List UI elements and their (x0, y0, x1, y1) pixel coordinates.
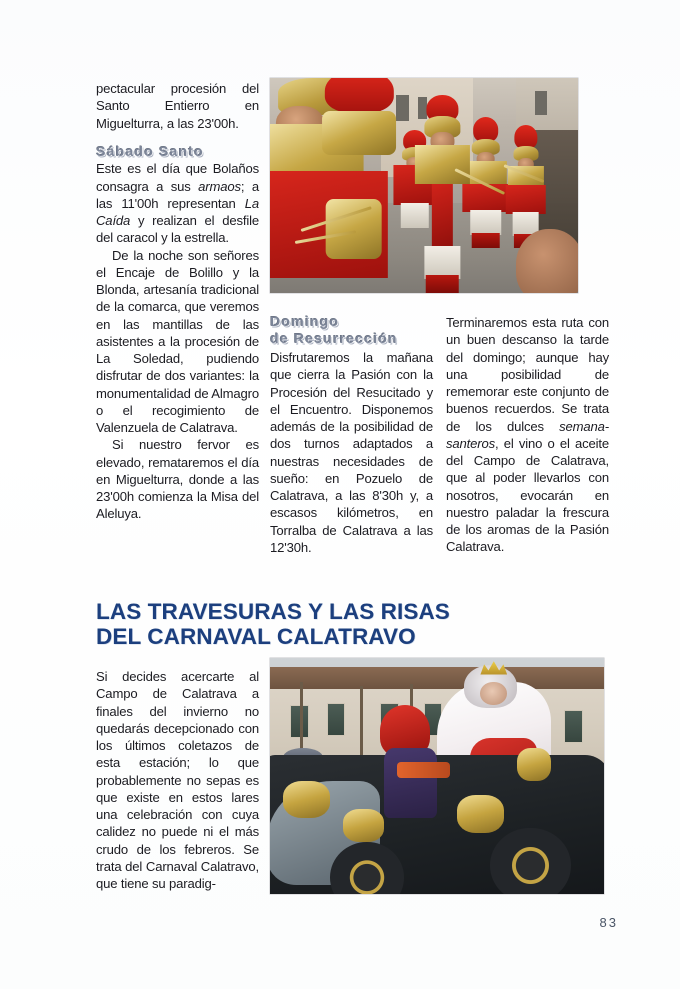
subheading-domingo-line1: Domingo (270, 314, 340, 330)
subheading-domingo-line2: de Resurrección (270, 330, 398, 347)
column-one (96, 80, 259, 523)
carnival-intro-paragraph: Si decides acercarte al Campo de Calatrava a finales del invierno no quedarás decepcionado con los últimos coletazos de esta estación; lo que probablemente no sepas es que existe en estos lares una celebración con cuya calidez no puede ni el más crudo de los febreros. Se trata del Carnaval Calatravo, que tiene su paradig- (96, 669, 259, 891)
column-three (446, 314, 609, 556)
col3-paragraph-1: Terminaremos esta ruta con un buen descanso la tarde del domingo; aunque hay una posibilidad de rememorar este conjunto de buenos recuerdos. Se trata de los dulces semana-santeros, el vino o el aceite del Campo de Calatrava, que al poder llevarlos con nosotros, evocarán en nuestro paladar la frescura de los aromas de la Pasión Calatrava. (446, 315, 609, 555)
col1-paragraph-2: De la noche son señores el Encaje de Bolillo y la Blonda, artesanía tradicional de la comarca, que veremos en las mantillas de las asistentes a la procesión de La Soledad, pudiendo disfrutar de dos variantes: la monumentalidad de Almagro o el recogimiento de Valenzuela de Calatrava. (96, 247, 259, 435)
subheading-sabado-santo: Sábado Santo (96, 143, 204, 160)
headline-line-1: LAS TRAVESURAS Y LAS RISAS (96, 599, 450, 624)
col2-paragraph-1: Disfrutaremos la mañana que cierra la Pasión con la Procesión del Resucitado y el Encuentro. Disponemos además de la posibilidad de dos turnos adaptados a nuestras necesidades de sueño: en Pozuelo de Calatrava, a las 8'30h y, a escasos kilómetros, en Torralba de Calatrava a las 12'30h. (270, 350, 433, 555)
col1-paragraph-3: Si nuestro fervor es elevado, remataremos el día en Miguelturra, donde a las 23'00h comienza la Misa del Aleluya. (96, 437, 259, 522)
carnival-float-photo (270, 658, 604, 894)
carnival-intro-column (96, 668, 259, 892)
page-number: 83 (599, 915, 618, 930)
column-two (270, 314, 433, 556)
col1-paragraph-1: Este es el día que Bolaños consagra a sus armaos; a las 11'00h representan La Caída y realizan el desfile del caracol y la estrella. (96, 161, 259, 246)
col1-continued-paragraph: pectacular procesión del Santo Entierro en Miguelturra, a las 23'00h. (96, 81, 259, 131)
section-headline (96, 600, 566, 649)
holy-week-procession-photo (270, 78, 578, 293)
headline-line-2: DEL CARNAVAL CALATRAVO (96, 623, 416, 649)
